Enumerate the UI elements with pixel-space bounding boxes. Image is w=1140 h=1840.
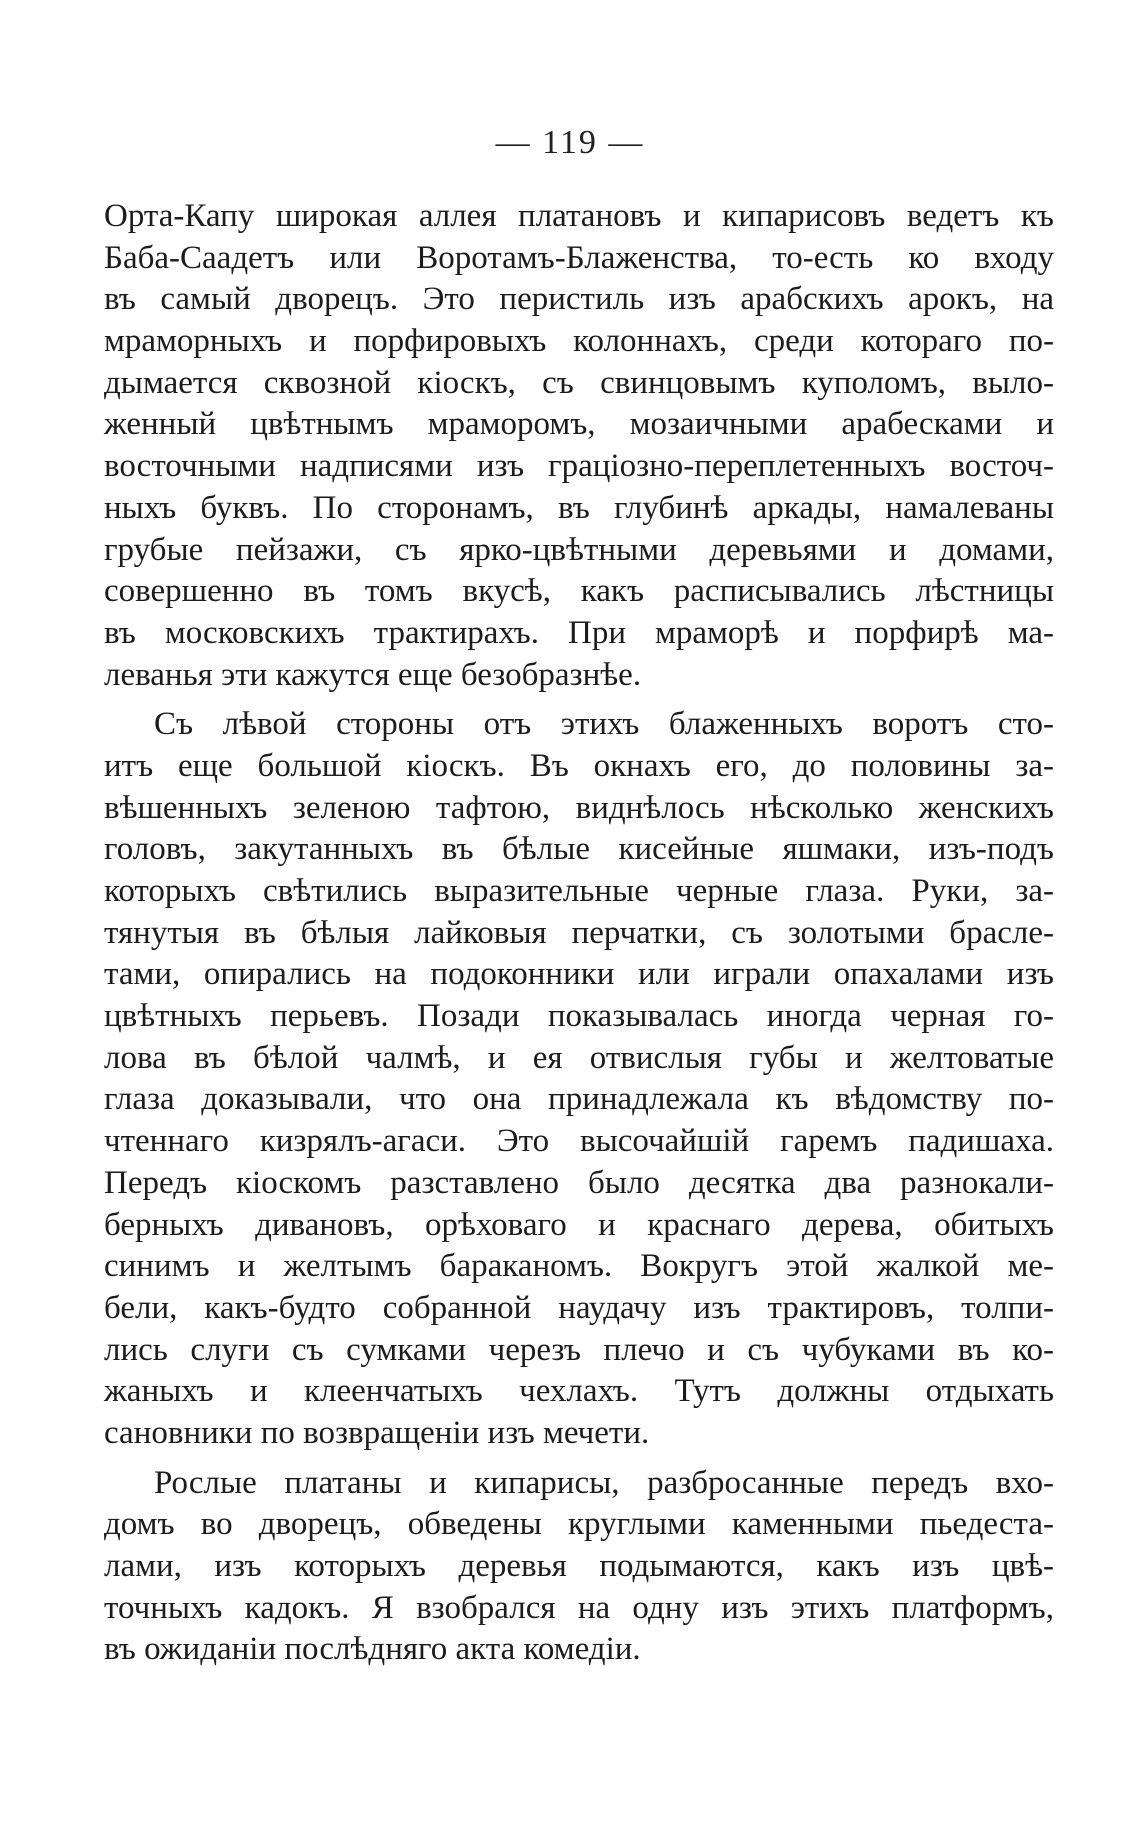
text-line: тами, опирались на подоконники или играли опахалами изъ: [104, 956, 1054, 993]
text-line: въ самый дворецъ. Это перистиль изъ арабскихъ арокъ, на: [104, 281, 1054, 318]
text-line: жаныхъ и клеенчатыхъ чехлахъ. Тутъ должны отдыхать: [104, 1373, 1054, 1410]
text-line: сановники по возвращеніи изъ мечети.: [104, 1414, 650, 1451]
body-text: [104, 196, 1054, 1671]
text-line: чтеннаго кизрялъ-агаси. Это высочайшій гаремъ падишаха.: [104, 1123, 1054, 1160]
text-line: Съ лѣвой стороны отъ этихъ блаженныхъ воротъ сто-: [154, 706, 1054, 743]
text-line: которыхъ свѣтились выразительные черные глаза. Руки, за-: [104, 873, 1054, 909]
text-line: домъ во дворецъ, обведены круглыми каменными пьедеста-: [104, 1506, 1054, 1543]
text-line: восточными надписями изъ граціозно-переплетенныхъ восточ-: [104, 448, 1054, 485]
text-line: грубые пейзажи, съ ярко-цвѣтными деревьями и домами,: [104, 531, 1054, 568]
text-line: женный цвѣтнымъ мраморомъ, мозаичными арабесками и: [104, 406, 1054, 443]
text-line: Баба-Саадетъ или Воротамъ-Блаженства, то-есть ко входу: [104, 239, 1054, 276]
text-line: синимъ и желтымъ бараканомъ. Вокругъ этой жалкой ме-: [104, 1248, 1054, 1285]
text-line: въ ожиданіи послѣдняго акта комедіи.: [104, 1631, 641, 1668]
text-line: итъ еще большой кіоскъ. Въ окнахъ его, до половины за-: [104, 747, 1054, 784]
text-line: точныхъ кадокъ. Я взобрался на одну изъ этихъ платформъ,: [104, 1589, 1054, 1626]
text-line: мраморныхъ и порфировыхъ колоннахъ, среди котораго по-: [104, 323, 1054, 360]
text-line: ныхъ буквъ. По сторонамъ, въ глубинѣ аркады, намалеваны: [104, 489, 1054, 526]
text-line: глаза доказывали, что она принадлежала къ вѣдомству по-: [104, 1081, 1054, 1118]
paragraph-gap: [104, 696, 1054, 704]
paragraph-gap: [104, 1455, 1054, 1463]
paragraph-2: [104, 704, 1054, 1454]
paragraph-3: [104, 1463, 1054, 1671]
text-line: Рослые платаны и кипарисы, разбросанные передъ вхо-: [154, 1464, 1054, 1501]
text-line: совершенно въ томъ вкусѣ, какъ расписывались лѣстницы: [104, 573, 1054, 610]
text-line: въ московскихъ трактирахъ. При мраморѣ и порфирѣ ма-: [104, 614, 1054, 651]
text-line: леванья эти кажутся еще безобразнѣе.: [104, 656, 642, 693]
text-line: головъ, закутанныхъ въ бѣлые кисейные яшмаки, изъ-подъ: [104, 831, 1054, 868]
text-line: цвѣтныхъ перьевъ. Позади показывалась иногда черная го-: [104, 998, 1054, 1035]
text-line: Орта-Капу широкая аллея платановъ и кипарисовъ ведетъ къ: [104, 198, 1054, 234]
page-number: — 119 —: [495, 124, 645, 161]
text-line: лами, изъ которыхъ деревья подымаются, какъ изъ цвѣ-: [104, 1548, 1054, 1584]
text-line: лись слуги съ сумками черезъ плечо и съ чубуками въ ко-: [104, 1331, 1054, 1368]
text-line: бели, какъ-будто собранной наудачу изъ трактировъ, толпи-: [104, 1289, 1054, 1326]
paragraph-1: [104, 196, 1054, 696]
text-line: Передъ кіоскомъ разставлено было десятка два разнокали-: [104, 1164, 1054, 1201]
text-line: дымается сквозной кіоскъ, съ свинцовымъ куполомъ, выло-: [104, 364, 1054, 401]
text-line: берныхъ дивановъ, орѣховаго и краснаго дерева, обитыхъ: [104, 1206, 1054, 1243]
text-line: тянутыя въ бѣлыя лайковыя перчатки, съ золотыми брасле-: [104, 914, 1054, 951]
text-line: вѣшенныхъ зеленою тафтою, виднѣлось нѣсколько женскихъ: [104, 789, 1054, 826]
text-line: лова въ бѣлой чалмѣ, и ея отвислыя губы и желтоватые: [104, 1039, 1054, 1076]
